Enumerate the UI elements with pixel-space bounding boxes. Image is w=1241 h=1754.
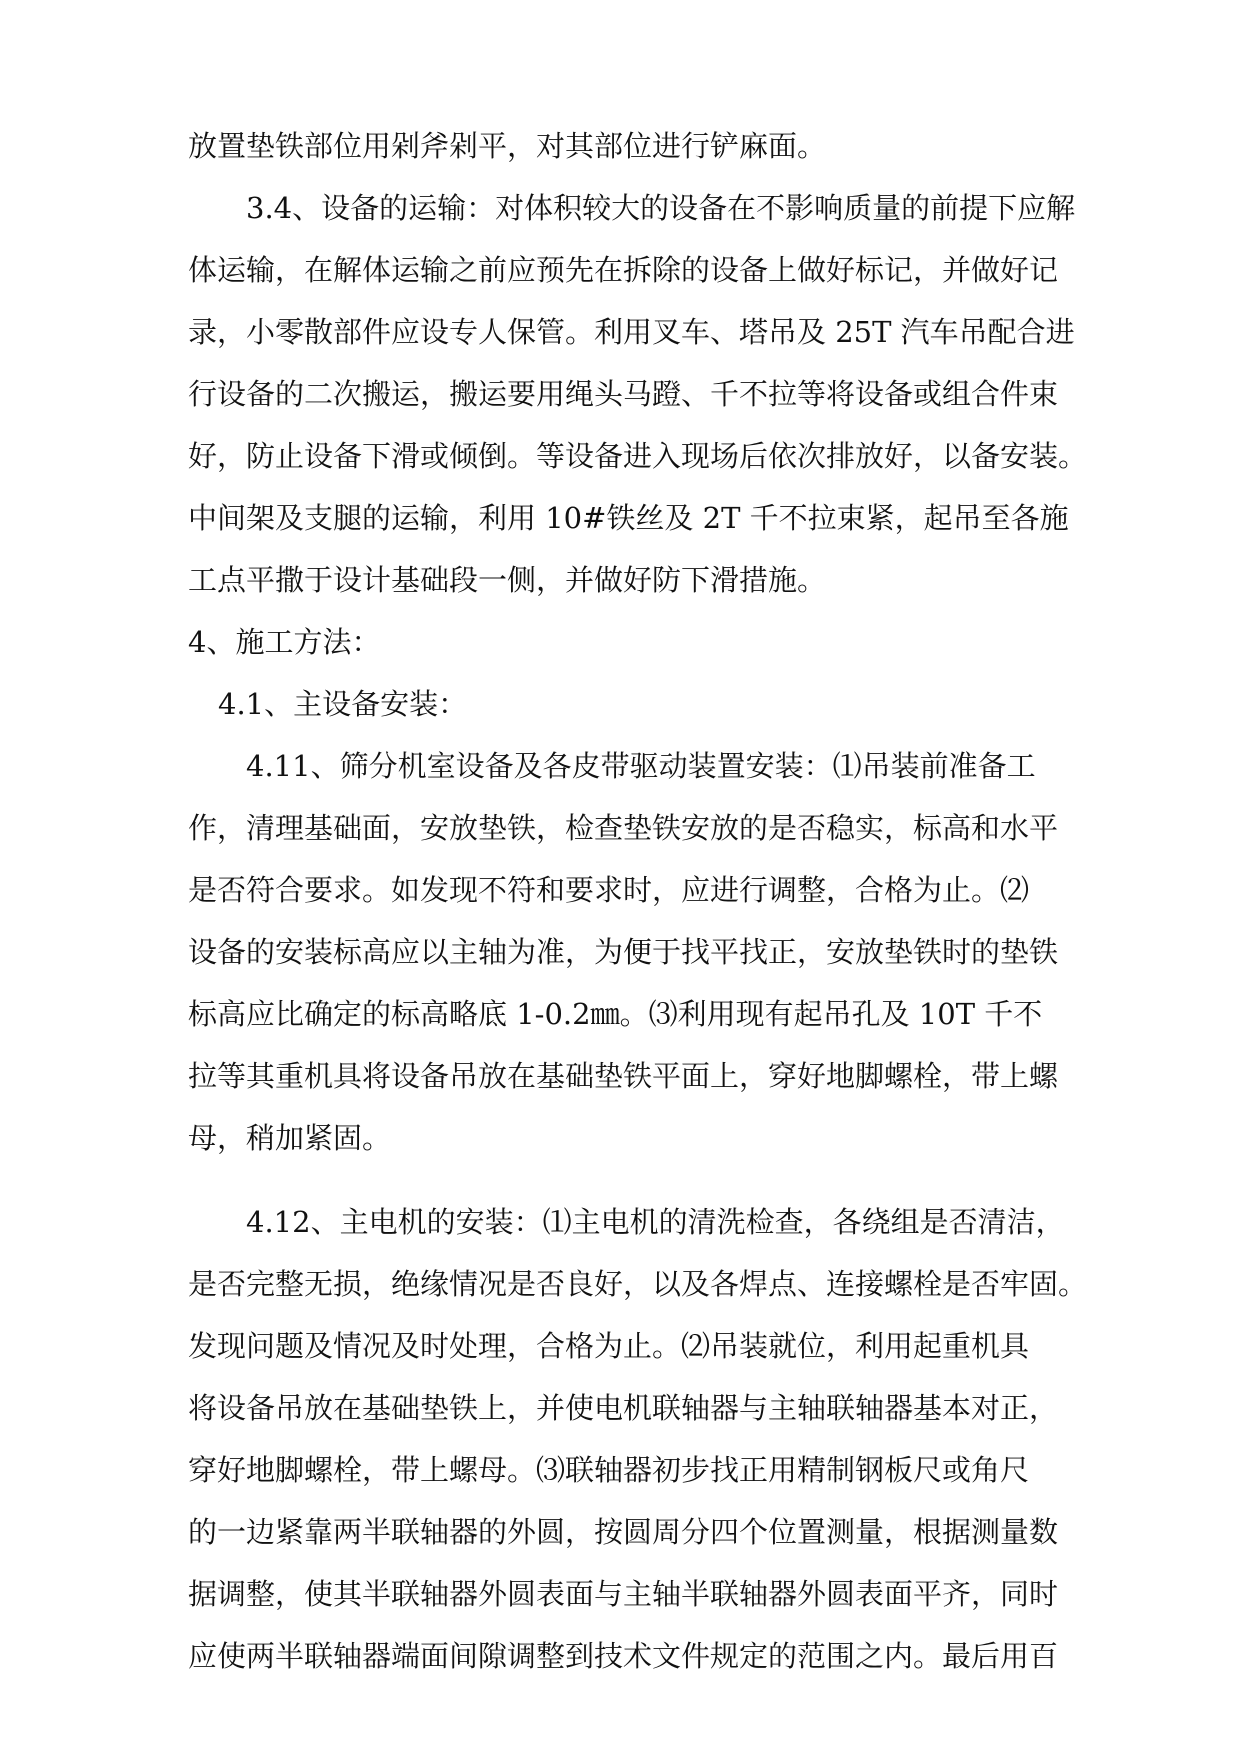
text-line: 穿好地脚螺栓，带上螺母。⑶联轴器初步找正用精制钢板尺或角尺 xyxy=(188,1453,1030,1487)
heading-4-1-main-equipment xyxy=(188,673,1068,735)
paragraph-spacer xyxy=(188,1169,1068,1191)
text-line: 将设备吊放在基础垫铁上，并使电机联轴器与主轴联轴器基本对正， xyxy=(188,1391,1059,1425)
text-line: 应使两半联轴器端面间隙调整到技术文件规定的范围之内。最后用百 xyxy=(188,1639,1059,1673)
text-line: 是否符合要求。如发现不符和要求时，应进行调整，合格为止。⑵ xyxy=(188,873,1030,907)
text-line: 设备的安装标高应以主轴为准，为便于找平找正，安放垫铁时的垫铁 xyxy=(188,935,1059,969)
paragraph-4-11-screening-room xyxy=(188,735,1068,1169)
text-line: 4.11、筛分机室设备及各皮带驱动装置安装：⑴吊装前准备工 xyxy=(246,749,1036,783)
body-text xyxy=(188,115,1088,1687)
text-line: 体运输，在解体运输之前应预先在拆除的设备上做好标记，并做好记 xyxy=(188,253,1059,287)
subsection-heading: 4.1、主设备安装： xyxy=(218,687,468,721)
text-line: 录，小零散部件应设专人保管。利用叉车、塔吊及 25T 汽车吊配合进 xyxy=(188,315,1075,349)
text-line: 据调整，使其半联轴器外圆表面与主轴半联轴器外圆表面平齐，同时 xyxy=(188,1577,1059,1611)
heading-4-construction-method xyxy=(188,611,1068,673)
text-line: 母，稍加紧固。 xyxy=(188,1121,392,1155)
text-line: 行设备的二次搬运，搬运要用绳头马蹬、千不拉等将设备或组合件束 xyxy=(188,377,1059,411)
text-line: 好，防止设备下滑或倾倒。等设备进入现场后依次排放好，以备安装。 xyxy=(188,439,1088,473)
paragraph-3-4-equipment-transport xyxy=(188,177,1088,611)
text-line: 标高应比确定的标高略底 1-0.2㎜。⑶利用现有起吊孔及 10T 千不 xyxy=(188,997,1043,1031)
text-line: 的一边紧靠两半联轴器的外圆，按圆周分四个位置测量，根据测量数 xyxy=(188,1515,1059,1549)
text-line: 4.12、主电机的安装：⑴主电机的清洗检查，各绕组是否清洁， xyxy=(246,1205,1065,1239)
text-line: 中间架及支腿的运输，利用 10#铁丝及 2T 千不拉束紧，起吊至各施 xyxy=(188,501,1069,535)
paragraph-4-12-main-motor xyxy=(188,1191,1088,1687)
text-line: 放置垫铁部位用剁斧剁平，对其部位进行铲麻面。 xyxy=(188,129,827,163)
text-line: 拉等其重机具将设备吊放在基础垫铁平面上，穿好地脚螺栓，带上螺 xyxy=(188,1059,1059,1093)
text-line: 工点平撒于设计基础段一侧，并做好防下滑措施。 xyxy=(188,563,827,597)
text-line: 发现问题及情况及时处理，合格为止。⑵吊装就位，利用起重机具 xyxy=(188,1329,1030,1363)
text-line: 3.4、设备的运输：对体积较大的设备在不影响质量的前提下应解 xyxy=(246,191,1076,225)
text-line: 是否完整无损，绝缘情况是否良好，以及各焊点、连接螺栓是否牢固。 xyxy=(188,1267,1088,1301)
section-heading: 4、施工方法： xyxy=(188,625,381,659)
text-line: 作，清理基础面，安放垫铁，检查垫铁安放的是否稳实，标高和水平 xyxy=(188,811,1059,845)
paragraph-foundation-end xyxy=(188,115,1068,177)
